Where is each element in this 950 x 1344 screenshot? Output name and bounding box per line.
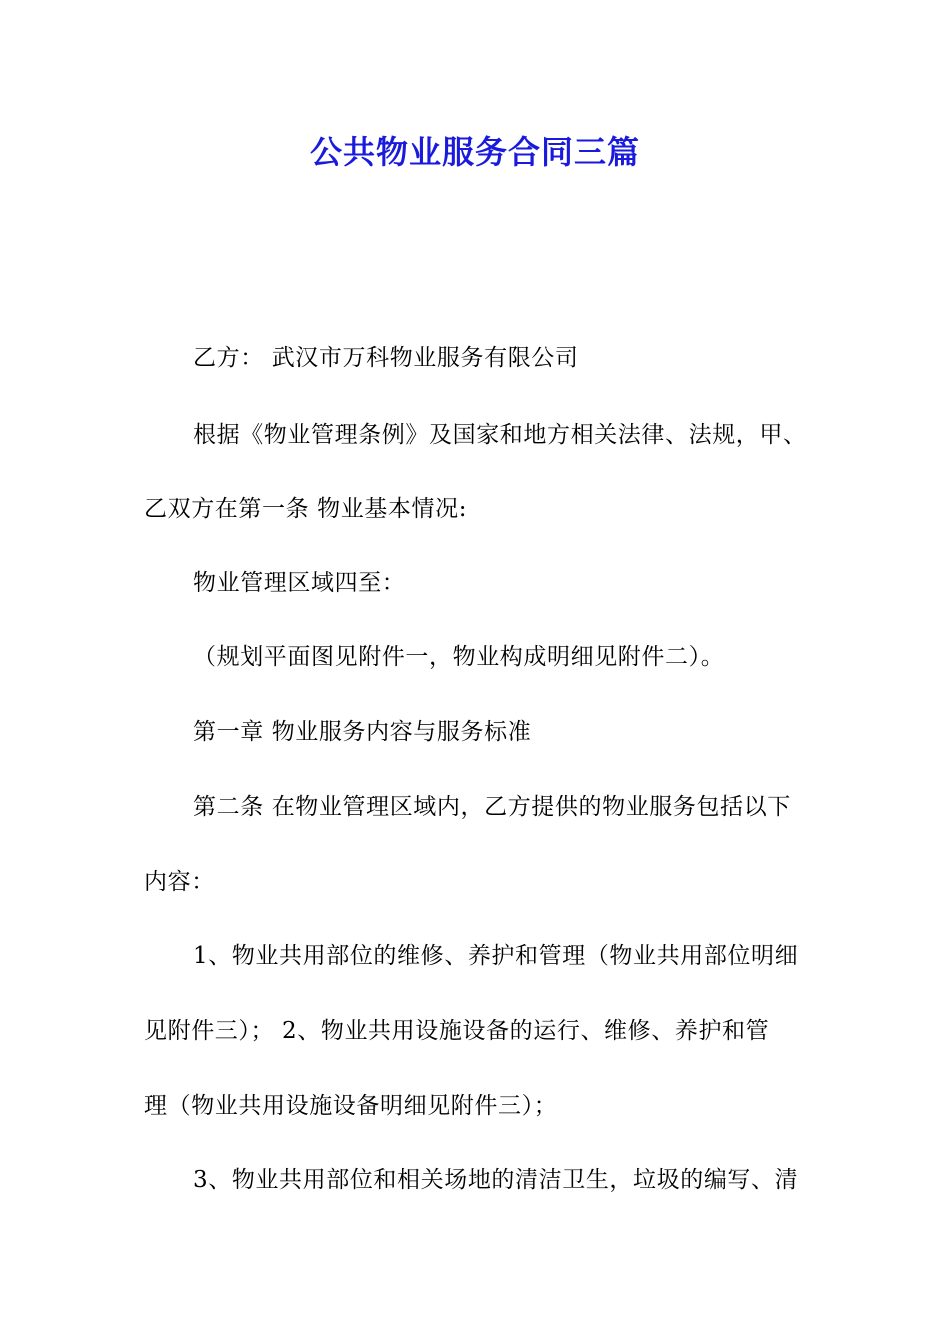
paragraph-line: （规划平面图见附件一，物业构成明细见附件二）。 — [193, 644, 725, 670]
paragraph-line: 根据《物业管理条例》及国家和地方相关法律、法规，甲、 — [193, 422, 807, 448]
list-item-line: 理（物业共用设施设备明细见附件三）； — [144, 1093, 558, 1119]
list-item-line: 1、物业共用部位的维修、养护和管理（物业共用部位明细 — [193, 943, 799, 969]
document-title: 公共物业服务合同三篇 — [309, 133, 640, 171]
paragraph-line: 第二条 在物业管理区域内，乙方提供的物业服务包括以下 — [193, 794, 791, 820]
chapter-heading: 第一章 物业服务内容与服务标准 — [193, 719, 532, 745]
paragraph-line: 内容： — [144, 869, 215, 895]
list-item-line: 3、物业共用部位和相关场地的清洁卫生，垃圾的编写、清 — [193, 1167, 799, 1193]
paragraph-line: 乙双方在第一条 物业基本情况: — [144, 496, 468, 522]
party-b-line: 乙方： 武汉市万科物业服务有限公司 — [193, 345, 579, 371]
paragraph-line: 物业管理区域四至： — [193, 570, 406, 596]
list-item-line: 见附件三）； 2、物业共用设施设备的运行、维修、养护和管 — [144, 1018, 770, 1044]
